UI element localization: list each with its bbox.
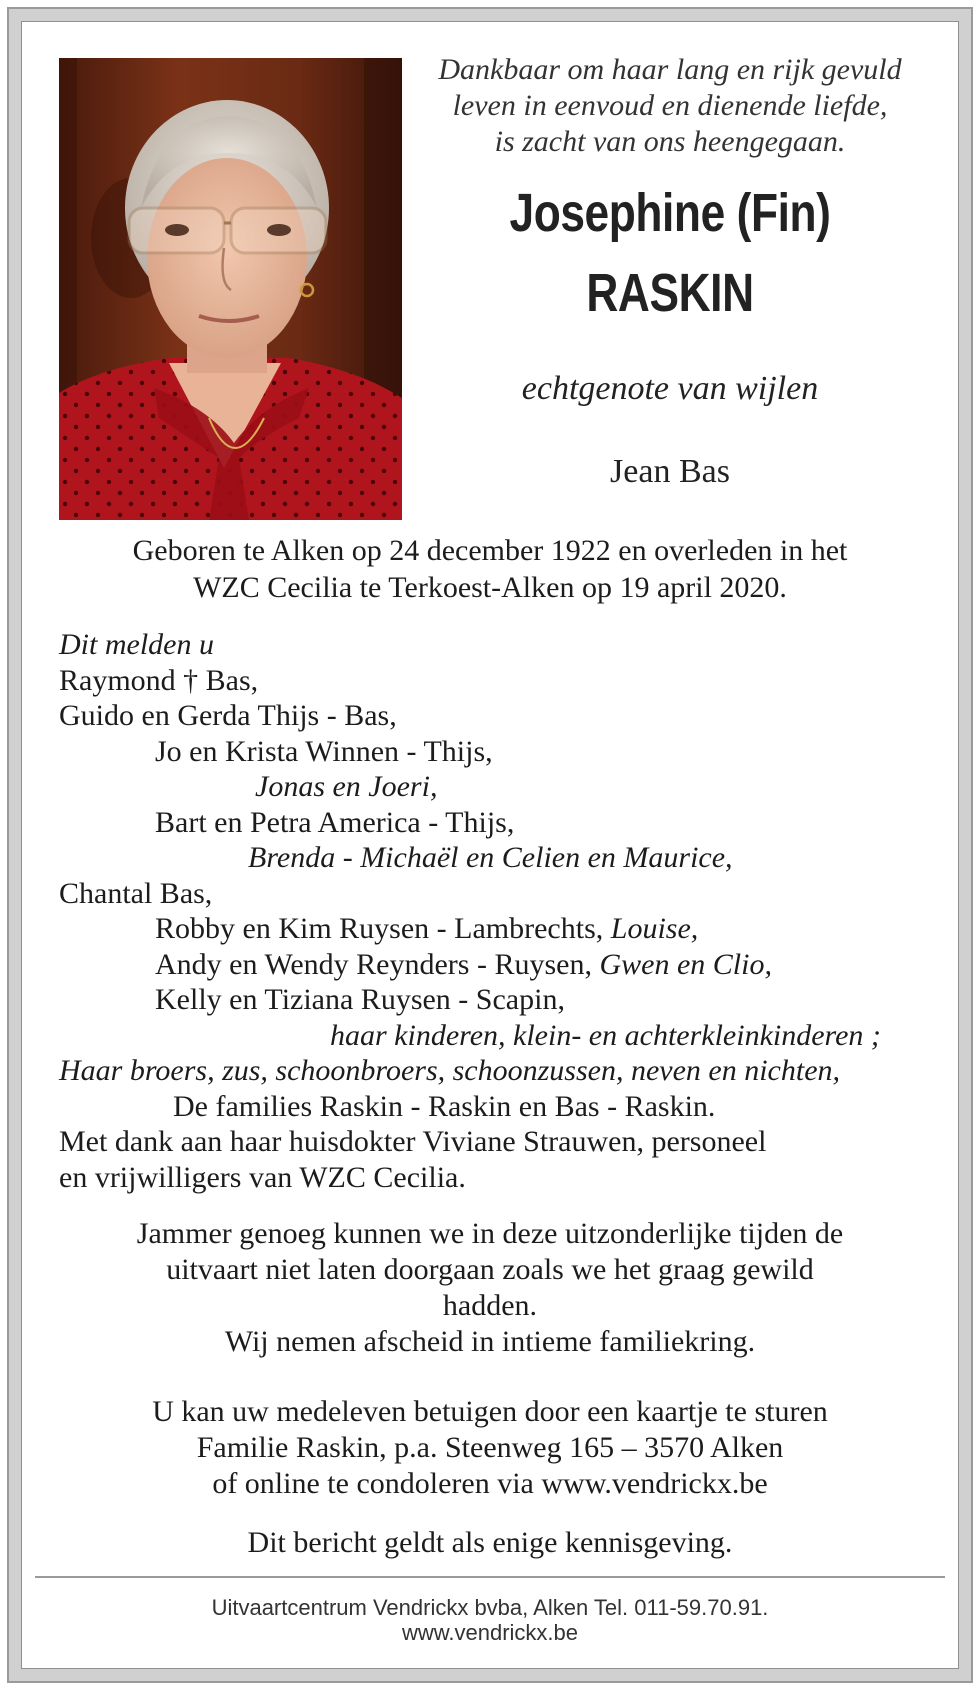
birth-death-info: [40, 532, 940, 606]
family-name: Robby en Kim Ruysen - Lambrechts,: [155, 912, 604, 945]
family-line: Bart en Petra America - Thijs,: [155, 805, 515, 839]
condolence-message: [40, 1394, 940, 1502]
family-line: Brenda - Michaël en Celien en Maurice,: [248, 841, 733, 874]
deceased-surname: RASKIN: [586, 263, 754, 323]
condolence-line: Familie Raskin, p.a. Steenweg 165 – 3570 Alken: [196, 1431, 784, 1464]
family-children: Louise,: [610, 912, 699, 945]
condolence-line: of online te condoleren via www.vendrickx.be: [212, 1467, 768, 1500]
thanks-line: Met dank aan haar huisdokter Viviane Strauwen, personeel: [59, 1125, 767, 1158]
portrait-image: [59, 58, 402, 520]
deceased-first-name: Josephine (Fin): [509, 183, 831, 243]
footer-website[interactable]: www.vendrickx.be: [401, 1620, 579, 1645]
family-line: Raymond † Bas,: [59, 663, 259, 697]
intro-verse: [415, 52, 925, 160]
footer-company: Uitvaartcentrum Vendrickx bvba, Alken Tel. 011-59.70.91.: [211, 1595, 769, 1620]
thanks-line: en vrijwilligers van WZC Cecilia.: [59, 1160, 466, 1194]
footer: [40, 1595, 940, 1645]
family-line: [59, 911, 939, 947]
spouse-name: Jean Bas: [610, 453, 730, 490]
notice-statement: Dit bericht geldt als enige kennisgeving.: [247, 1526, 733, 1559]
intro-line: is zacht van ons heengegaan.: [494, 125, 846, 158]
family-families: De families Raskin - Raskin en Bas - Raskin.: [173, 1089, 716, 1123]
family-line: Chantal Bas,: [59, 876, 213, 910]
funeral-line: hadden.: [442, 1289, 538, 1322]
footer-divider: [35, 1576, 945, 1578]
intro-line: leven in eenvoud en dienende liefde,: [452, 89, 888, 122]
family-summary: haar kinderen, klein- en achterkleinkinderen ;: [330, 1018, 881, 1052]
family-siblings: Haar broers, zus, schoonbroers, schoonzussen, neven en nichten,: [59, 1054, 841, 1087]
born-line: Geboren te Alken op 24 december 1922 en overleden in het: [132, 534, 848, 567]
family-heading: Dit melden u: [59, 628, 214, 661]
family-children: Gwen en Clio,: [599, 947, 772, 981]
funeral-line: Wij nemen afscheid in intieme familiekring.: [224, 1325, 756, 1358]
funeral-message: [40, 1216, 940, 1360]
condolence-line: U kan uw medeleven betuigen door een kaartje te sturen: [152, 1395, 828, 1428]
family-line: Kelly en Tiziana Ruysen - Scapin,: [155, 983, 565, 1016]
born-line: WZC Cecilia te Terkoest-Alken op 19 april 2020.: [193, 571, 787, 604]
funeral-line: Jammer genoeg kunnen we in deze uitzonderlijke tijden de: [136, 1217, 844, 1250]
family-line: Guido en Gerda Thijs - Bas,: [59, 699, 397, 732]
intro-line: Dankbaar om haar lang en rijk gevuld: [438, 53, 902, 86]
family-list: [59, 627, 939, 1195]
family-line: Jo en Krista Winnen - Thijs,: [155, 734, 493, 768]
family-line: [59, 947, 939, 983]
family-line: Jonas en Joeri,: [255, 770, 438, 803]
portrait-photo: [59, 58, 402, 520]
funeral-line: uitvaart niet laten doorgaan zoals we het graag gewild: [166, 1253, 814, 1286]
family-name: Andy en Wendy Reynders - Ruysen,: [155, 947, 592, 981]
spouse-label: echtgenote van wijlen: [521, 370, 819, 407]
